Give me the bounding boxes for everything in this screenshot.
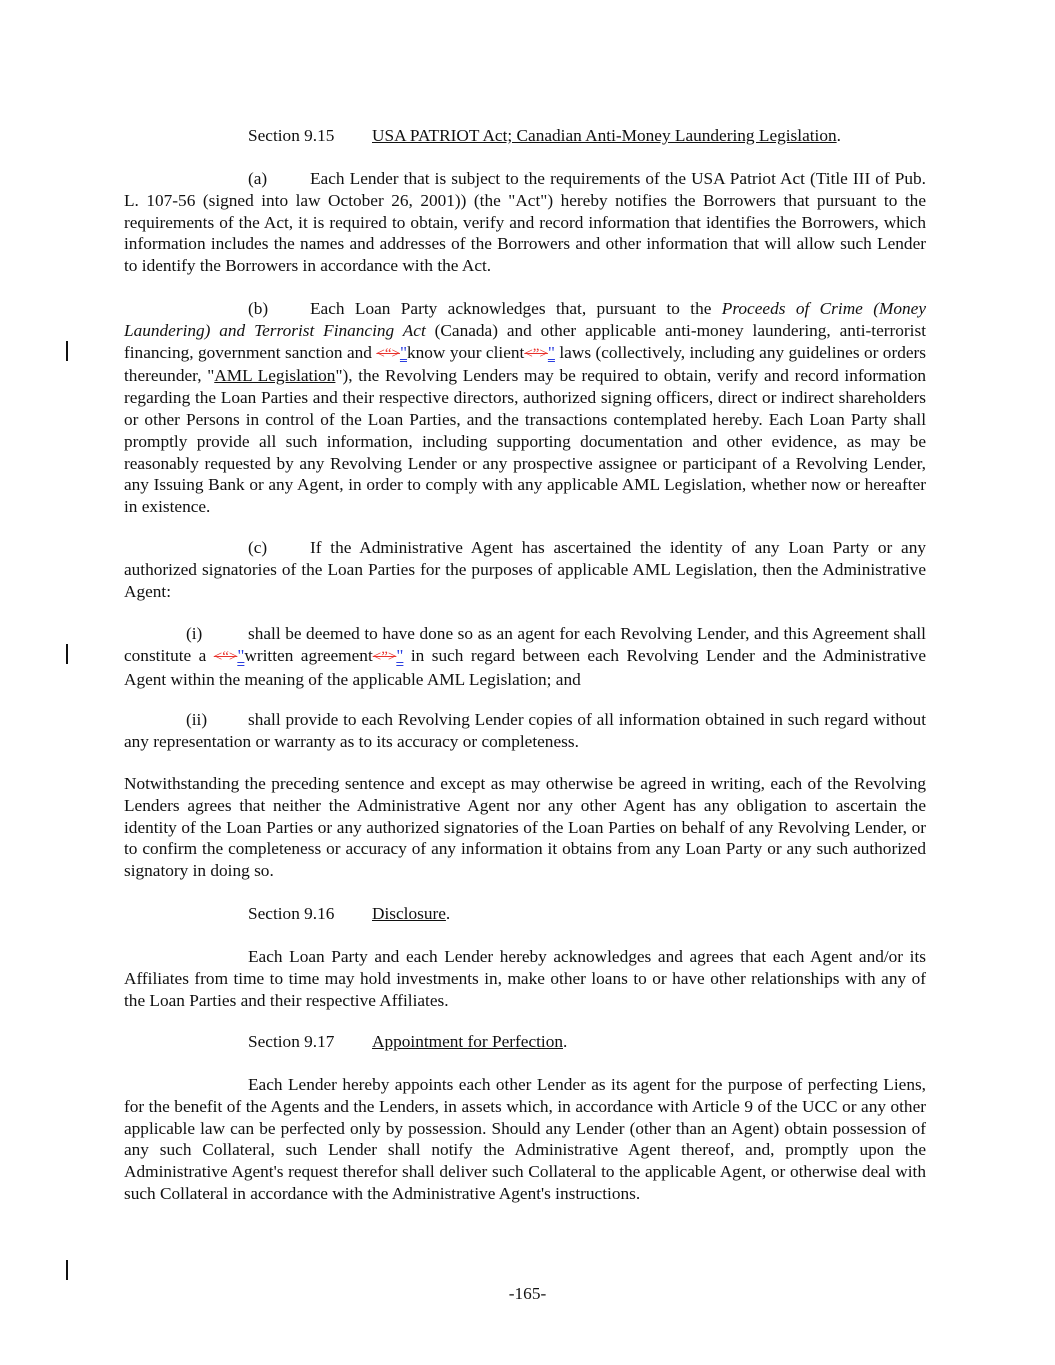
paragraph-c [124, 537, 926, 602]
section-number: Section 9.15 [248, 126, 335, 145]
page-number: -165- [508, 1284, 547, 1303]
clause-ii [124, 709, 926, 753]
clause-i [124, 623, 926, 690]
change-bar [66, 644, 68, 664]
paragraph-text: Each Lender that is subject to the requirements of the USA Patriot Act (Title III of Pub. L. 107-56 (signed into law October 26, 2001)) (the "Act") hereby notifies the Borrowers that pursuant to the requirements of the Act, it is required to obtain, verify and record information that identifies the Borrowers, which information includes the names and addresses of the Borrowers and other information that will allow such Lender to identify the Borrowers in accordance with the Act. [124, 169, 926, 276]
paragraph-label: (c) [248, 538, 268, 557]
section-9-15-heading: Section 9.15 USA PATRIOT Act; Canadian Anti-Money Laundering Legislation. [248, 126, 841, 145]
section-title: Appointment for Perfection [372, 1032, 564, 1051]
paragraph-text: shall provide to each Revolving Lender copies of all information obtained in such regard without any representation or warranty as to its accuracy or completeness. [124, 710, 926, 751]
section-number: Section 9.16 [248, 904, 335, 923]
paragraph-text: Each Loan Party and each Lender hereby acknowledges and agrees that each Agent and/or its Affiliates from time to time may hold investments in, make other loans to or have other relationships with any of the Loan Parties and their respective Affiliates. [124, 947, 926, 1010]
defined-term: AML Legislation [214, 366, 336, 386]
notwithstanding-paragraph: Notwithstanding the preceding sentence and except as may otherwise be agreed in writing, each of the Revolving Lenders agrees that neither the Administrative Agent nor any other Agent has any obligation to ascertain the identity of the Loan Parties or any authorized signatories of the Loan Parties on behalf of any Revolving Lender, or to confirm the completeness or accuracy of any information it obtains from any Loan Party or any such authorized signatory in doing so. [124, 774, 926, 881]
section-9-16-heading: Section 9.16 Disclosure. [248, 904, 451, 923]
deleted-quote-mark: <”> [372, 648, 397, 665]
paragraph-text: in such regard between each Revolving Lender and the Administrative Agent within the meaning of the applicable AML Legislation; and [124, 645, 926, 689]
section-title: USA PATRIOT Act; Canadian Anti-Money Laundering Legislation [372, 126, 837, 145]
inserted-quote-mark: " [399, 342, 407, 362]
deleted-quote-mark: <“> [376, 345, 400, 362]
paragraph-label: (a) [248, 169, 268, 188]
paragraph-text: laws (collectively, including any guidelines or orders thereunder, " [124, 342, 926, 386]
section-title: Disclosure [372, 904, 446, 923]
clause-label: (ii) [186, 710, 208, 729]
section-9-16-paragraph [124, 946, 926, 1011]
paragraph-text: shall be deemed to have done so as an agent for each Revolving Lender, and this Agreement shall constitute a [124, 624, 926, 665]
paragraph-text: If the Administrative Agent has ascertained the identity of any Loan Party or any authorized signatories of the Loan Parties for the purposes of applicable AML Legislation, then the Administrative Agent: [124, 538, 926, 601]
paragraph-text: know your client [407, 342, 525, 362]
paragraph-label: (b) [248, 299, 269, 318]
inserted-quote-mark: " [547, 342, 555, 362]
change-bar [66, 341, 68, 361]
section-9-17-heading: Section 9.17 Appointment for Perfection. [248, 1032, 568, 1051]
change-bar [66, 1260, 68, 1280]
section-number: Section 9.17 [248, 1032, 335, 1051]
act-name: Proceeds of Crime (Money Laundering) and Terrorist Financing Act [124, 299, 926, 340]
paragraph-text: "), the Revolving Lenders may be required to obtain, verify and record information regarding the Loan Parties and their respective directors, authorized signing officers, direct or indirect shareholders or other Persons in control of the Loan Parties, and the transactions contemplated hereby. Each Loan Party shall promptly provide all such information, including supporting documentation and other evidence, as may be reasonably requested by any Revolving Lender or any prospective assignee or participant of a Revolving Lender, any Issuing Bank or any Agent, in order to comply with any applicable AML Legislation, whether now or hereafter in existence. [124, 366, 926, 517]
paragraph-text: Each Lender hereby appoints each other Lender as its agent for the purpose of perfecting Liens, for the benefit of the Agents and the Lenders, in assets which, in accordance with Article 9 of the UCC or any other applicable law can be perfected only by possession. Should any Lender (other than an Agent) obtain possession of any such Collateral, such Lender shall notify the Administrative Agent thereof, and, promptly upon the Administrative Agent's request therefor shall deliver such Collateral to the applicable Agent, or otherwise deal with such Collateral in accordance with the Administrative Agent's instructions. [124, 1075, 926, 1203]
paragraph-text: Each Loan Party acknowledges that, pursuant to the [310, 299, 722, 318]
paragraph-text: written agreement [244, 645, 373, 665]
inserted-quote-mark: " [396, 645, 404, 665]
clause-label: (i) [186, 624, 203, 643]
paragraph-b [124, 298, 926, 518]
deleted-quote-mark: <“> [213, 648, 238, 665]
section-9-17-paragraph [124, 1074, 926, 1205]
inserted-quote-mark: " [237, 645, 245, 665]
paragraph-text: (Canada) and other applicable anti-money laundering, anti-terrorist financing, government sanction and [124, 320, 926, 362]
paragraph-a [124, 168, 926, 277]
deleted-quote-mark: <”> [524, 345, 548, 362]
